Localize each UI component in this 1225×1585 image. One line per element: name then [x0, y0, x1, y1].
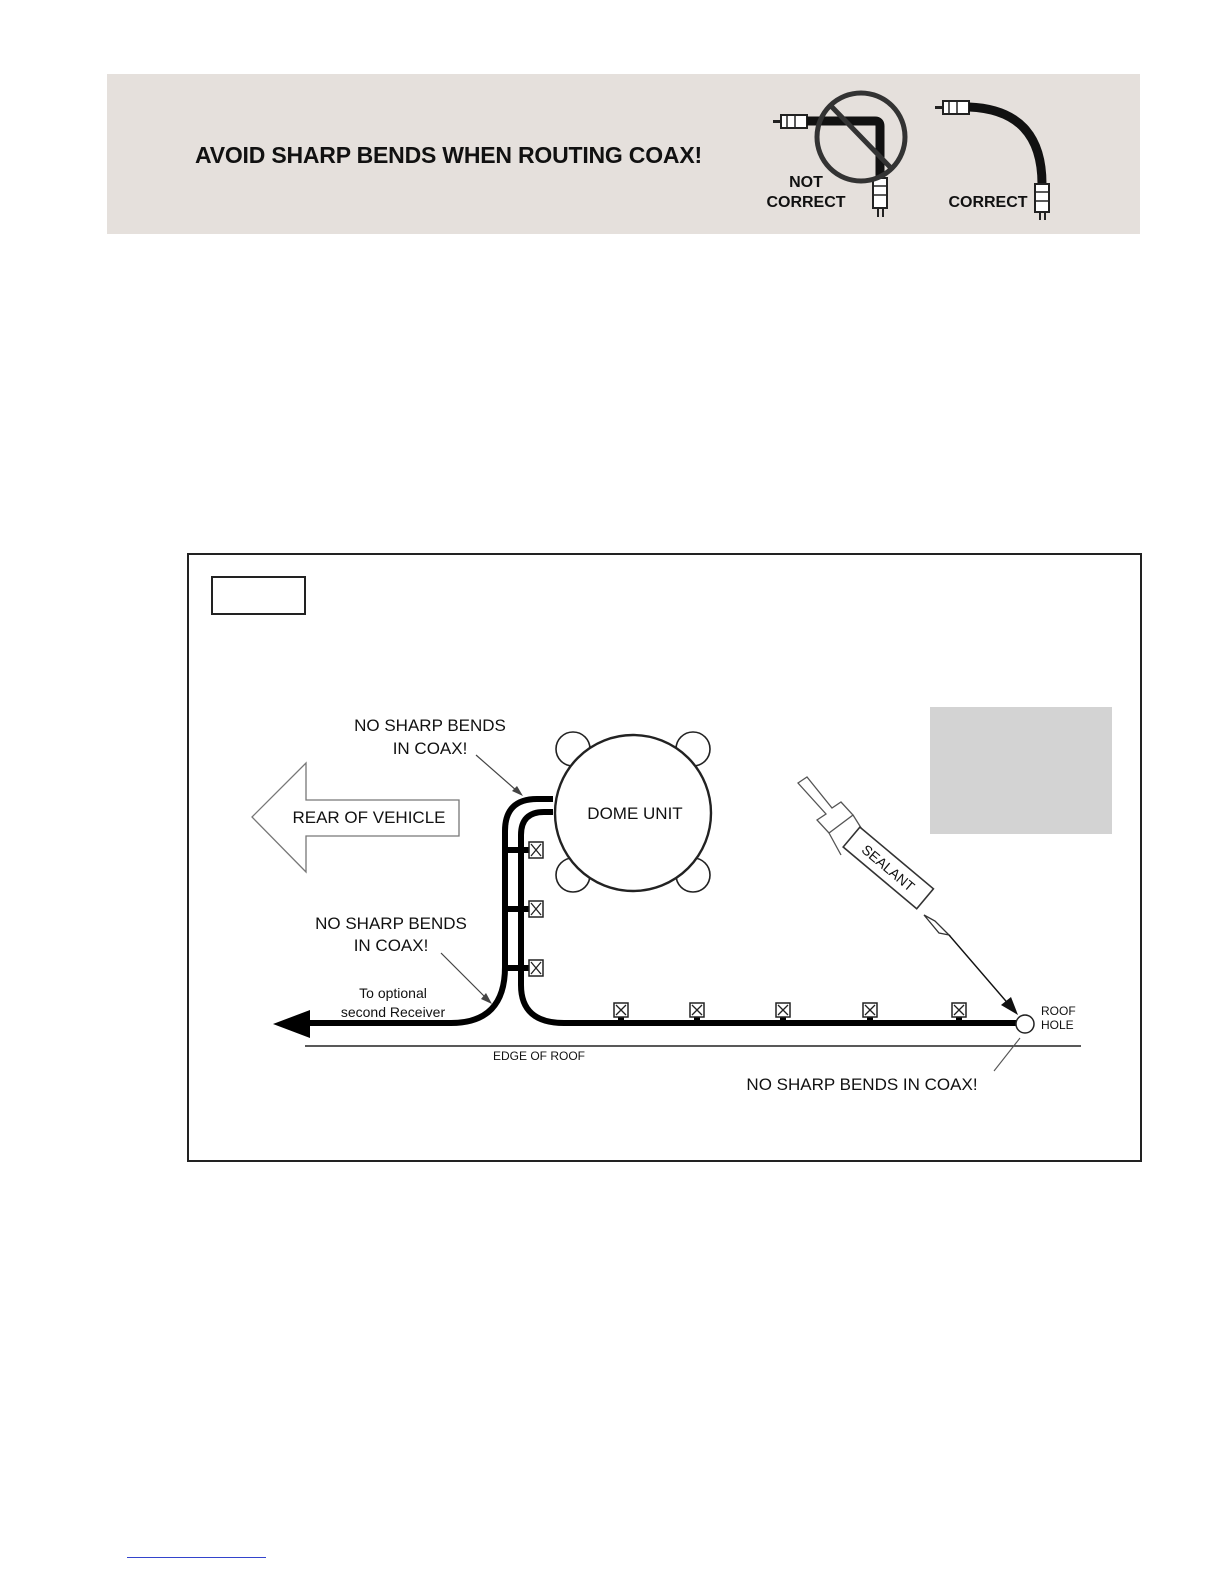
coax-routing-diagram [189, 555, 1140, 1160]
not-correct-line2: CORRECT [766, 194, 846, 211]
correct-connector-left-icon [943, 101, 969, 114]
roof-hole-icon [1016, 1015, 1034, 1033]
roof-hole-label-line2: HOLE [1041, 1018, 1074, 1032]
dome-unit [555, 732, 711, 892]
no-sharp-bends-mid-line2: IN COAX! [353, 936, 429, 955]
correct-connector-pin-icon [935, 106, 943, 109]
correct-label: CORRECT [948, 194, 1028, 211]
coax-bend-illustrations [107, 74, 1140, 234]
coax-routing-figure [187, 553, 1142, 1162]
callout-leader-top [476, 755, 517, 791]
optional-receiver-line2: second Receiver [340, 1004, 446, 1020]
sealant-arrowhead [1001, 997, 1018, 1015]
incorrect-connector-bottom-icon [873, 178, 887, 208]
sealant-arrow-line [949, 935, 1011, 1007]
info-box [930, 707, 1112, 834]
correct-bend-example [935, 101, 1049, 220]
warning-banner [107, 74, 1140, 234]
no-sharp-bends-top-line2: IN COAX! [392, 739, 468, 758]
warning-title: AVOID SHARP BENDS WHEN ROUTING COAX! [195, 142, 702, 168]
rear-of-vehicle-label: REAR OF VEHICLE [292, 808, 446, 827]
callout-leader-bottom [994, 1038, 1020, 1071]
figure-label-box [212, 577, 305, 614]
edge-of-roof-label: EDGE OF ROOF [493, 1049, 586, 1063]
incorrect-bend-example [766, 93, 905, 217]
sealant-label: SEALANT [858, 841, 918, 895]
incorrect-connector-left-icon [781, 115, 807, 128]
no-sharp-bends-bottom: NO SHARP BENDS IN COAX! [746, 1075, 978, 1094]
gentle-bend-cable-icon [969, 107, 1042, 184]
incorrect-connector-pin-icon [773, 120, 781, 123]
dome-unit-label: DOME UNIT [587, 804, 683, 823]
page-footer-link-underline [127, 1557, 266, 1558]
optional-receiver-line1: To optional [359, 985, 427, 1001]
no-sharp-bends-mid-line1: NO SHARP BENDS [315, 914, 467, 933]
receiver-arrowhead [273, 1010, 310, 1038]
rear-of-vehicle-arrow [252, 763, 459, 872]
roof-hole-label-line1: ROOF [1041, 1004, 1076, 1018]
callout-leader-mid [441, 953, 486, 998]
correct-connector-bottom-icon [1035, 184, 1049, 212]
sealant-tube-icon [798, 777, 949, 935]
no-sharp-bends-top-line1: NO SHARP BENDS [354, 716, 506, 735]
not-correct-line1: NOT [789, 174, 823, 191]
